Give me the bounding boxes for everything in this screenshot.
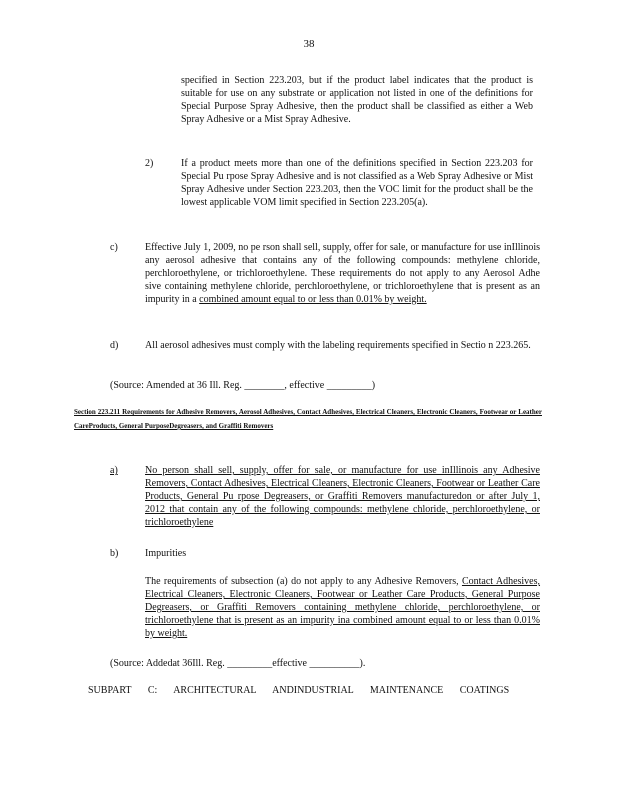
item-b-new-text (145, 575, 540, 640)
item-d-label: d) (110, 340, 119, 351)
source-note-added: (Source: Addedat 36Ill. Reg. _________effective __________). (110, 658, 366, 669)
paragraph-b-continuation: specified in Section 223.203, but if the product label indicates that the product is suitable for use on any substrate or application not listed in one of the definitions for Special Purpose Spray Adhesive, then the product shall be classified as either a Web Spray Adhesive or a Mist Spray Adhesive. (181, 75, 533, 125)
item-a-new-text: No person shall sell, supply, offer for sale, or manufacture for use inIllinois any Adhesive Removers, Contact Adhesives, Electrical Cleaners, Electronic Cleaners, Footwear or Leather Care Products, General Pu rpose Degreasers, or Graffiti Removers manufacturedon or after July 1, 2012 that contain any of the following compounds: methylene chloride, perchloroethylene, or trichloroethylene (145, 465, 540, 528)
item-a-new-label: a) (110, 465, 118, 476)
item-2-label: 2) (145, 158, 154, 169)
item-c-text-underlined: combined amount equal to or less than 0.01% by weight. (199, 294, 427, 305)
item-c-text (145, 241, 540, 306)
item-b-new-text-plain: The requirements of subsection (a) do not apply to any Adhesive Removers, (145, 576, 459, 587)
item-b-new-text-underlined: Contact Adhesives, Electrical Cleaners, Electronic Cleaners, Footwear or Leather Care Products, General Purpose Degreasers, or Graffiti Removers containing methylene chloride, perchloroethylene, or trichloroethylene that is present as an impurity ina combined amount equal to or less than 0.01% by weight. (145, 576, 541, 639)
item-c-label: c) (110, 242, 118, 253)
section-heading: Section 223.211 Requirements for Adhesive Removers, Aerosol Adhesives, Contact Adhesives, Electrical Cleaners, Electronic Cleaners, Footwear or Leather CareProducts, General PurposeDegreasers, and Graffiti Removers (74, 408, 542, 430)
item-c-text-plain: Effective July 1, 2009, no pe rson shall sell, supply, offer for sale, or manufacture for use inIllinois any aerosol adhesive that contains any of the following compounds: methylene chloride, perchloroethylene, or trichloroethylene. These requirements do not apply to any Aerosol Adhe sive containing methylene chloride, perchloroethylene, or trichloroethylene that is present as an impurity in a (145, 242, 540, 305)
page-number: 38 (303, 38, 315, 50)
item-2-text: If a product meets more than one of the definitions specified in Section 223.203 for Special Pu rpose Spray Adhesive and is not classified as a Web Spray Adhesive or Mist Spray Adhesive under Section 223.203, then the VOC limit for the product shall be the lowest applicable VOM limit specified in Section 223.205(a). (181, 158, 533, 208)
item-b-new-label: b) (110, 548, 119, 559)
source-note-amended: (Source: Amended at 36 Ill. Reg. ________, effective _________) (110, 380, 376, 391)
item-b-new-title: Impurities (145, 548, 187, 559)
item-d-text: All aerosol adhesives must comply with the labeling requirements specified in Sectio n 223.265. (145, 340, 531, 351)
subpart-heading: SUBPART C: ARCHITECTURAL ANDINDUSTRIAL MAINTENANCE COATINGS (88, 685, 510, 696)
